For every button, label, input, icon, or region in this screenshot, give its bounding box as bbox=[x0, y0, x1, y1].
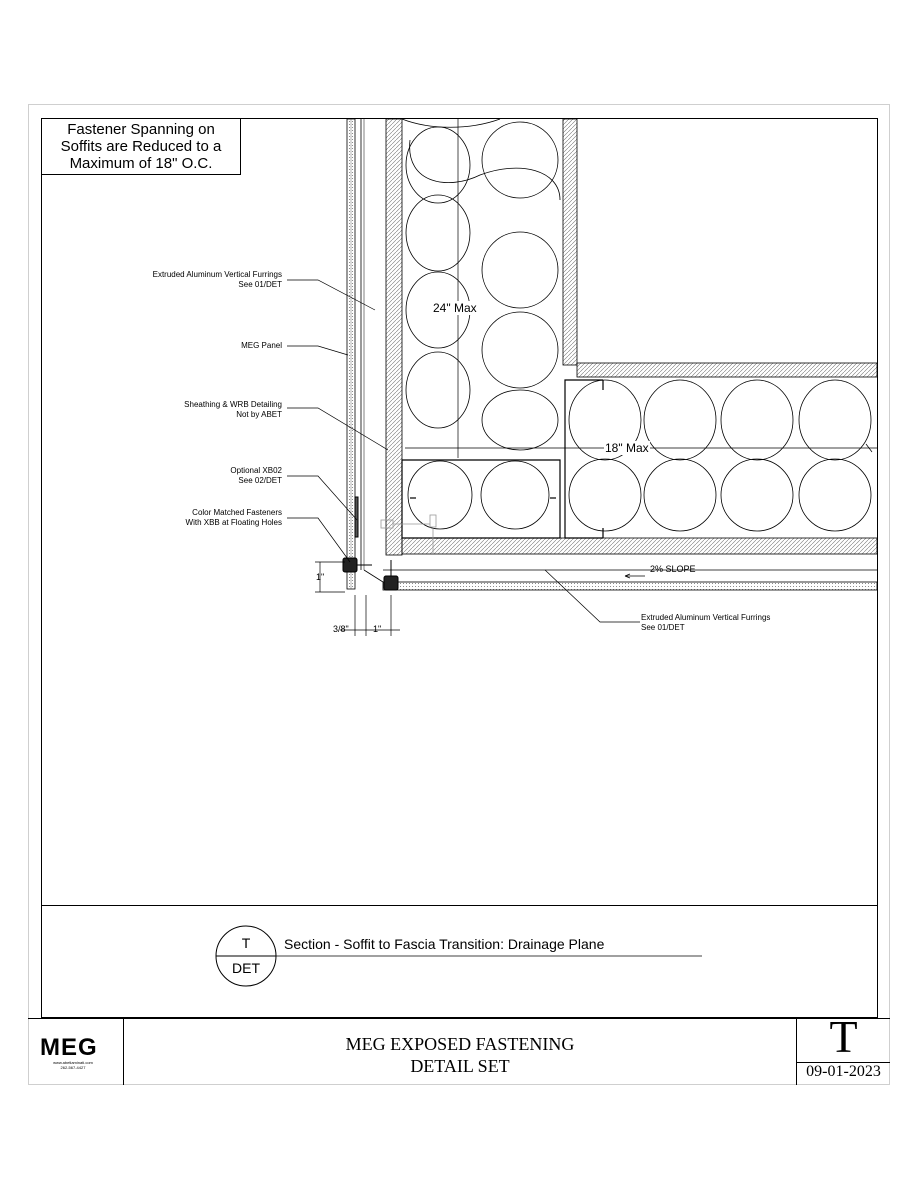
note-furrings-bottom-line-1: Extruded Aluminum Vertical Furrings bbox=[641, 613, 771, 622]
callout-line-3: Maximum of 18" O.C. bbox=[69, 155, 213, 172]
dim-slope: 2% SLOPE bbox=[650, 564, 696, 574]
title-line-2: DETAIL SET bbox=[410, 1056, 510, 1076]
logo-wordmark: MEG bbox=[40, 1034, 98, 1061]
fastener-spacing-callout bbox=[41, 118, 241, 175]
note-fasteners-line-1: Color Matched Fasteners bbox=[192, 508, 282, 517]
framing-channels bbox=[402, 380, 603, 538]
note-sheathing bbox=[52, 400, 282, 420]
sheathing-wall bbox=[386, 119, 877, 555]
title-block-title bbox=[300, 1033, 620, 1077]
horizontal-insulation bbox=[408, 380, 871, 531]
meg-panel bbox=[347, 119, 355, 589]
note-furrings-bottom-line-2: See 01/DET bbox=[641, 623, 685, 632]
dim-24-max: 24" Max bbox=[433, 301, 477, 315]
note-xb02-line-1: Optional XB02 bbox=[230, 466, 282, 475]
vertical-insulation bbox=[402, 119, 560, 450]
note-fasteners-line-2: With XBB at Floating Holes bbox=[185, 518, 282, 527]
note-sheathing-line-1: Sheathing & WRB Detailing bbox=[184, 400, 282, 409]
note-xb02 bbox=[52, 466, 282, 486]
sheet-letter: T bbox=[829, 1011, 858, 1062]
logo-phone: 262-567-4427 bbox=[60, 1065, 86, 1070]
logo-web: www.abetlaminati.com bbox=[53, 1060, 93, 1065]
note-furrings-top-line-2: See 01/DET bbox=[238, 280, 282, 289]
title-line-1: MEG EXPOSED FASTENING bbox=[345, 1034, 575, 1054]
callout-line-2: Soffits are Reduced to a bbox=[60, 138, 222, 155]
note-meg-panel bbox=[52, 341, 282, 351]
note-furrings-top bbox=[52, 270, 282, 290]
dim-one-inch-vertical: 1" bbox=[316, 572, 325, 582]
dim-one-inch-horizontal: 1" bbox=[373, 624, 382, 634]
dim-three-eighths: 3/8" bbox=[333, 624, 349, 634]
note-furrings-top-line-1: Extruded Aluminum Vertical Furrings bbox=[152, 270, 282, 279]
dim-18-max: 18" Max bbox=[605, 441, 649, 455]
note-meg-panel-line: MEG Panel bbox=[241, 341, 282, 350]
note-furrings-bottom bbox=[641, 613, 841, 633]
section-tag-top: T bbox=[241, 935, 251, 951]
meg-logo bbox=[40, 1036, 106, 1070]
leader-lines bbox=[287, 280, 640, 622]
note-sheathing-line-2: Not by ABET bbox=[236, 410, 282, 419]
section-tag bbox=[216, 926, 702, 986]
soffit-panel bbox=[364, 570, 877, 590]
callout-line-1: Fastener Spanning on bbox=[67, 121, 215, 138]
note-xb02-line-2: See 02/DET bbox=[238, 476, 282, 485]
note-fasteners bbox=[52, 508, 282, 528]
sheet-date: 09-01-2023 bbox=[806, 1063, 881, 1080]
section-title: Section - Soffit to Fascia Transition: Drainage Plane bbox=[284, 936, 605, 952]
section-tag-bottom: DET bbox=[232, 960, 260, 976]
